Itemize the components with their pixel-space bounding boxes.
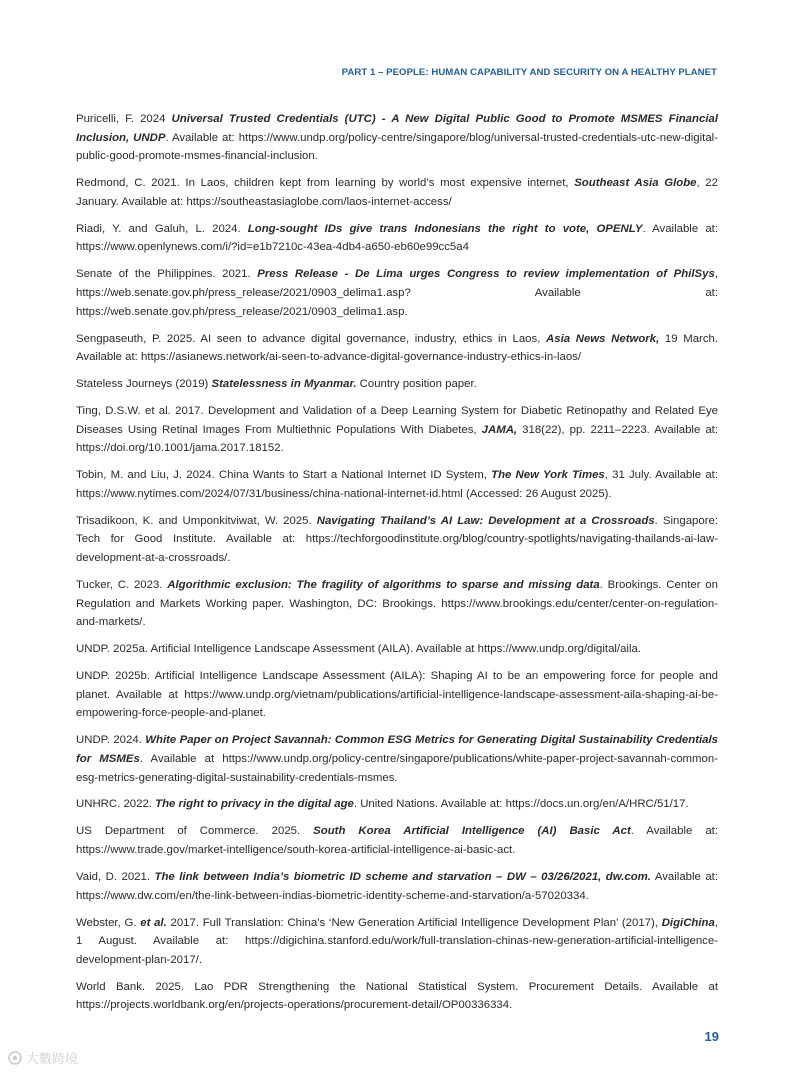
reference-entry: Riadi, Y. and Galuh, L. 2024. Long-sought IDs give trans Indonesians the right to vote, OPENLY. Available at: https://www.openlynews.com/i/?id=e1b7210c-43ea-4db4-a650-eb60e99cc5a4: [76, 222, 718, 254]
reference-entry: World Bank. 2025. Lao PDR Strengthening the National Statistical System. Procurement Details. Available at https://projects.worldbank.org/en/projects-operations/procurement-detail/OP00336334.: [76, 980, 718, 1012]
reference-entry: Redmond, C. 2021. In Laos, children kept from learning by world’s most expensive internet, Southeast Asia Globe, 22 January. Available at: https://southeastasiaglobe.com/laos-internet-access/: [76, 177, 718, 208]
page-number: 19: [704, 1029, 719, 1044]
reference-entry: Stateless Journeys (2019) Statelessness in Myanmar. Country position paper.: [76, 378, 477, 391]
reference-entry: Tobin, M. and Liu, J. 2024. China Wants to Start a National Internet ID System, The New York Times, 31 July. Available at: https://www.nytimes.com/2024/07/31/business/china-national-internet-id.html (Accessed: 26 August 2025).: [76, 469, 718, 500]
reference-entry: UNHRC. 2022. The right to privacy in the digital age. United Nations. Available at: https://docs.un.org/en/A/HRC/51/17.: [76, 798, 689, 811]
reference-entry: Trisadikoon, K. and Umponkitviwat, W. 2025. Navigating Thailand’s AI Law: Development at a Crossroads. Singapore: Tech for Good Institute. Available at: https://techforgoodinstitute.org/blog/country-spotlights/navigating-thailands-ai-law-development-at-a-crossroads/.: [76, 514, 718, 564]
reference-list: [76, 110, 718, 1023]
reference-entry: Senate of the Philippines. 2021. Press Release - De Lima urges Congress to review implementation of PhilSys, https://web.senate.gov.ph/press_release/2021/0903_delima1.asp? Available at: https://web.senate.gov.ph/press_release/2021/0903_delima1.asp.: [76, 268, 718, 318]
reference-entry: UNDP. 2025a. Artificial Intelligence Landscape Assessment (AILA). Available at https://www.undp.org/digital/aila.: [76, 643, 641, 656]
reference-entry: UNDP. 2024. White Paper on Project Savannah: Common ESG Metrics for Generating Digital Sustainability Credentials for MSMEs. Available at https://www.undp.org/policy-centre/singapore/publications/white-paper-project-savannah-common-esg-metrics-generating-digital-sustainability-credentials-msmes.: [76, 734, 719, 784]
reference-entry: Vaid, D. 2021. The link between India’s biometric ID scheme and starvation – DW – 03/26/2021, dw.com. Available at: https://www.dw.com/en/the-link-between-indias-biometric-identity-scheme-and-starvation/a-57020334.: [76, 871, 719, 902]
reference-entry: Tucker, C. 2023. Algorithmic exclusion: The fragility of algorithms to sparse and missing data. Brookings. Center on Regulation and Markets Working paper. Washington, DC: Brookings. https://www.brookings.edu/center/center-on-regulation-and-markets/.: [76, 578, 718, 629]
watermark-text: 大數跨境: [26, 1052, 79, 1067]
reference-entry: Ting, D.S.W. et al. 2017. Development and Validation of a Deep Learning System for Diabetic Retinopathy and Related Eye Diseases Using Retinal Images From Multiethnic Populations With Diabetes, JAMA, 318(22), pp. 2211–2223. Available at: https://doi.org/10.1001/jama.2017.18152.: [76, 405, 718, 455]
running-header: PART 1 – PEOPLE: HUMAN CAPABILITY AND SECURITY ON A HEALTHY PLANET: [341, 67, 717, 78]
reference-entry: Webster, G. et al. 2017. Full Translation: China’s ‘New Generation Artificial Intelligence Development Plan’ (2017), DigiChina, 1 August. Available at: https://digichina.stanford.edu/work/full-translation-chinas-new-generation-artificial-intelligence-development-plan-2017/.: [76, 916, 719, 966]
reference-entry: UNDP. 2025b. Artificial Intelligence Landscape Assessment (AILA): Shaping AI to be an empowering force for people and planet. Available at https://www.undp.org/vietnam/publications/artificial-intelligence-landscape-assessment-aila-shaping-ai-be-empowering-force-people-and-planet.: [76, 670, 718, 720]
reference-entry: US Department of Commerce. 2025. South Korea Artificial Intelligence (AI) Basic Act. Available at: https://www.trade.gov/market-intelligence/south-korea-artificial-intelligence-ai-basic-act.: [76, 825, 718, 857]
reference-entry: Sengpaseuth, P. 2025. AI seen to advance digital governance, industry, ethics in Laos, Asia News Network, 19 March. Available at: https://asianews.network/ai-seen-to-advance-digital-governance-industry-ethics-in-laos/: [76, 332, 719, 364]
reference-entry: Puricelli, F. 2024 Universal Trusted Credentials (UTC) - A New Digital Public Good to Promote MSMES Financial Inclusion, UNDP. Available at: https://www.undp.org/policy-centre/singapore/blog/universal-trusted-credentials-utc-new-digital-public-good-promote-msmes-financial-inclusion.: [76, 113, 718, 163]
watermark-logo: [6, 1048, 106, 1068]
